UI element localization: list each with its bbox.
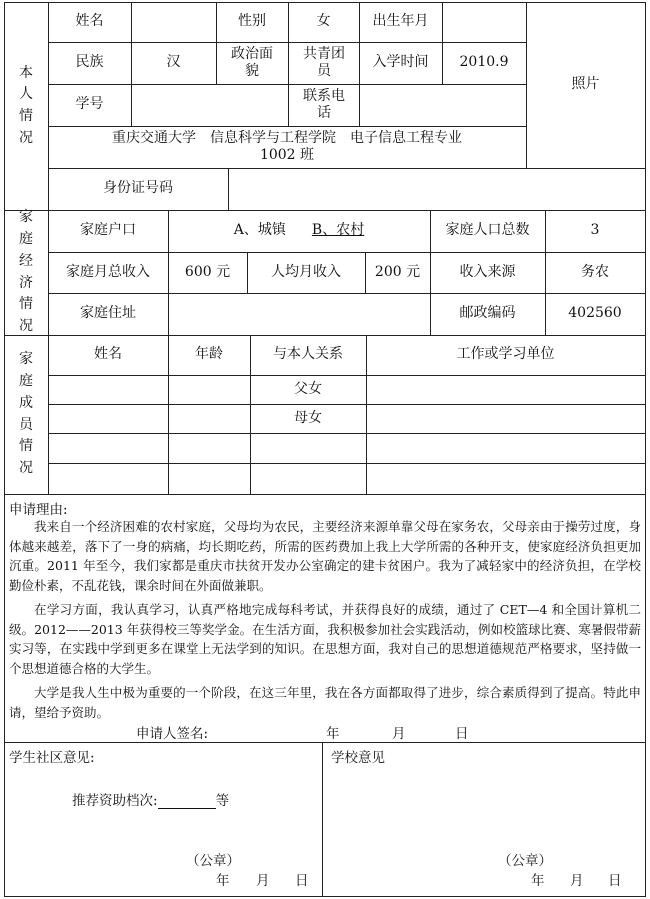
photo-box: 照片 [571, 76, 600, 93]
family-size-label: 家庭人口总数 [445, 222, 530, 239]
member-row-2-relation[interactable]: 母女 [294, 409, 322, 426]
signature-line [0, 722, 650, 740]
gender-value[interactable]: 女 [316, 13, 331, 30]
address-value[interactable] [168, 293, 430, 335]
phone-label: 联系电话 [303, 87, 345, 121]
student-id-value[interactable] [131, 84, 288, 126]
community-level-suffix: 等 [215, 793, 230, 809]
section-label-members: 家庭成员情况 [19, 351, 33, 476]
per-capita-label: 人均月收入 [271, 263, 341, 280]
school-title: 学校意见 [331, 750, 385, 766]
members-header-name: 姓名 [94, 346, 122, 363]
phone-value[interactable] [359, 84, 526, 126]
reason-paragraph-2: 在学习方面，我认真学习，认真严格地完成每科考试，并获得良好的成绩，通过了 CET—4 和全国计算机二级。2012——2013 年获得校三等奖学金。在生活方面，我积极参加社会实践活动，例如校篮球比赛、寒暑假带薪实习等，在实践中学到更多在课堂上无法学到的知识。在思想方面，我对自己的思想道德规范严格要求，坚持做一个思想道德合格的大学生。 [9, 602, 641, 676]
id-value[interactable] [228, 168, 645, 210]
hukou-option-b[interactable]: B、农村 [311, 222, 365, 239]
school-date-day: 日 [608, 873, 622, 889]
members-header-relation: 与本人关系 [273, 346, 343, 363]
school-date [322, 869, 645, 887]
monthly-income-label: 家庭月总收入 [66, 263, 150, 280]
address-label: 家庭住址 [80, 305, 136, 322]
school-seal: （公章） [498, 853, 552, 869]
birth-value[interactable] [442, 2, 526, 42]
income-source-value[interactable]: 务农 [581, 263, 609, 280]
id-label: 身份证号码 [103, 180, 173, 197]
gender-label: 性别 [238, 13, 266, 30]
community-level [72, 789, 229, 809]
income-source-label: 收入来源 [459, 263, 516, 280]
member-row-1-relation[interactable]: 父女 [294, 380, 322, 397]
reason-paragraph-1: 我来自一个经济困难的农村家庭，父母均为农民，主要经济来源单靠父母在家务农，父母亲由于操劳过度，身体越来越差，落下了一身的病痛，均长期吃药，所需的医药费加上我上大学所需的各种开支，使家庭经济负担更加沉重。2011 年至今，我们家都是重庆市扶贫开发办公室确定的建卡贫困户。我为了减轻家中的经济负担，在学校勤俭朴素，不乱花钱，课余时间在外面做兼职。 [9, 519, 641, 593]
community-title: 学生社区意见: [9, 750, 95, 766]
hukou-options[interactable] [168, 210, 430, 252]
community-date [0, 869, 322, 887]
signature-day: 日 [455, 726, 469, 742]
hukou-option-a[interactable]: A、城镇 [233, 222, 286, 239]
postcode-value[interactable]: 402560 [568, 305, 622, 322]
signature-label: 申请人签名: [136, 726, 209, 742]
community-date-year: 年 [216, 873, 230, 889]
community-date-day: 日 [295, 873, 309, 889]
postcode-label: 邮政编码 [459, 305, 516, 322]
birth-label: 出生年月 [372, 13, 429, 30]
signature-month: 月 [392, 726, 406, 742]
enroll-label: 入学时间 [372, 54, 429, 71]
ethnicity-value[interactable]: 汉 [166, 54, 181, 71]
reason-title: 申请理由: [9, 502, 68, 518]
level-blank[interactable] [158, 794, 216, 809]
community-date-month: 月 [256, 873, 270, 889]
student-id-label: 学号 [75, 96, 104, 113]
section-label-economy: 家庭经济情况 [19, 209, 33, 334]
members-header-age: 年龄 [195, 346, 223, 363]
political-label: 政治面貌 [231, 45, 273, 79]
school-info [48, 126, 526, 168]
name-value[interactable] [131, 2, 216, 42]
political-value[interactable]: 共青团员 [303, 45, 345, 79]
members-header-workplace: 工作或学习单位 [456, 346, 555, 363]
per-capita-value[interactable]: 200 元 [374, 263, 421, 280]
reason-paragraph-3: 大学是我人生中极为重要的一个阶段，在这三年里，我在各方面都取得了进步，综合素质得到了提高。特此申请，望给予资助。 [9, 685, 641, 720]
name-label: 姓名 [75, 13, 104, 30]
family-size-value[interactable]: 3 [590, 222, 600, 239]
community-level-label: 推荐资助档次: [72, 793, 158, 809]
section-label-personal: 本人情况 [19, 64, 33, 146]
school-line-2: 1002 班 [259, 147, 315, 163]
school-date-year: 年 [531, 873, 545, 889]
ethnicity-label: 民族 [75, 54, 104, 71]
monthly-income-value[interactable]: 600 元 [184, 263, 231, 280]
hukou-label: 家庭户口 [80, 222, 136, 239]
community-seal: （公章） [186, 853, 240, 869]
school-date-month: 月 [570, 873, 584, 889]
signature-year: 年 [326, 726, 340, 742]
enroll-value[interactable]: 2010.9 [459, 54, 509, 71]
school-line-1: 重庆交通大学 信息科学与工程学院 电子信息工程专业 [112, 129, 462, 146]
